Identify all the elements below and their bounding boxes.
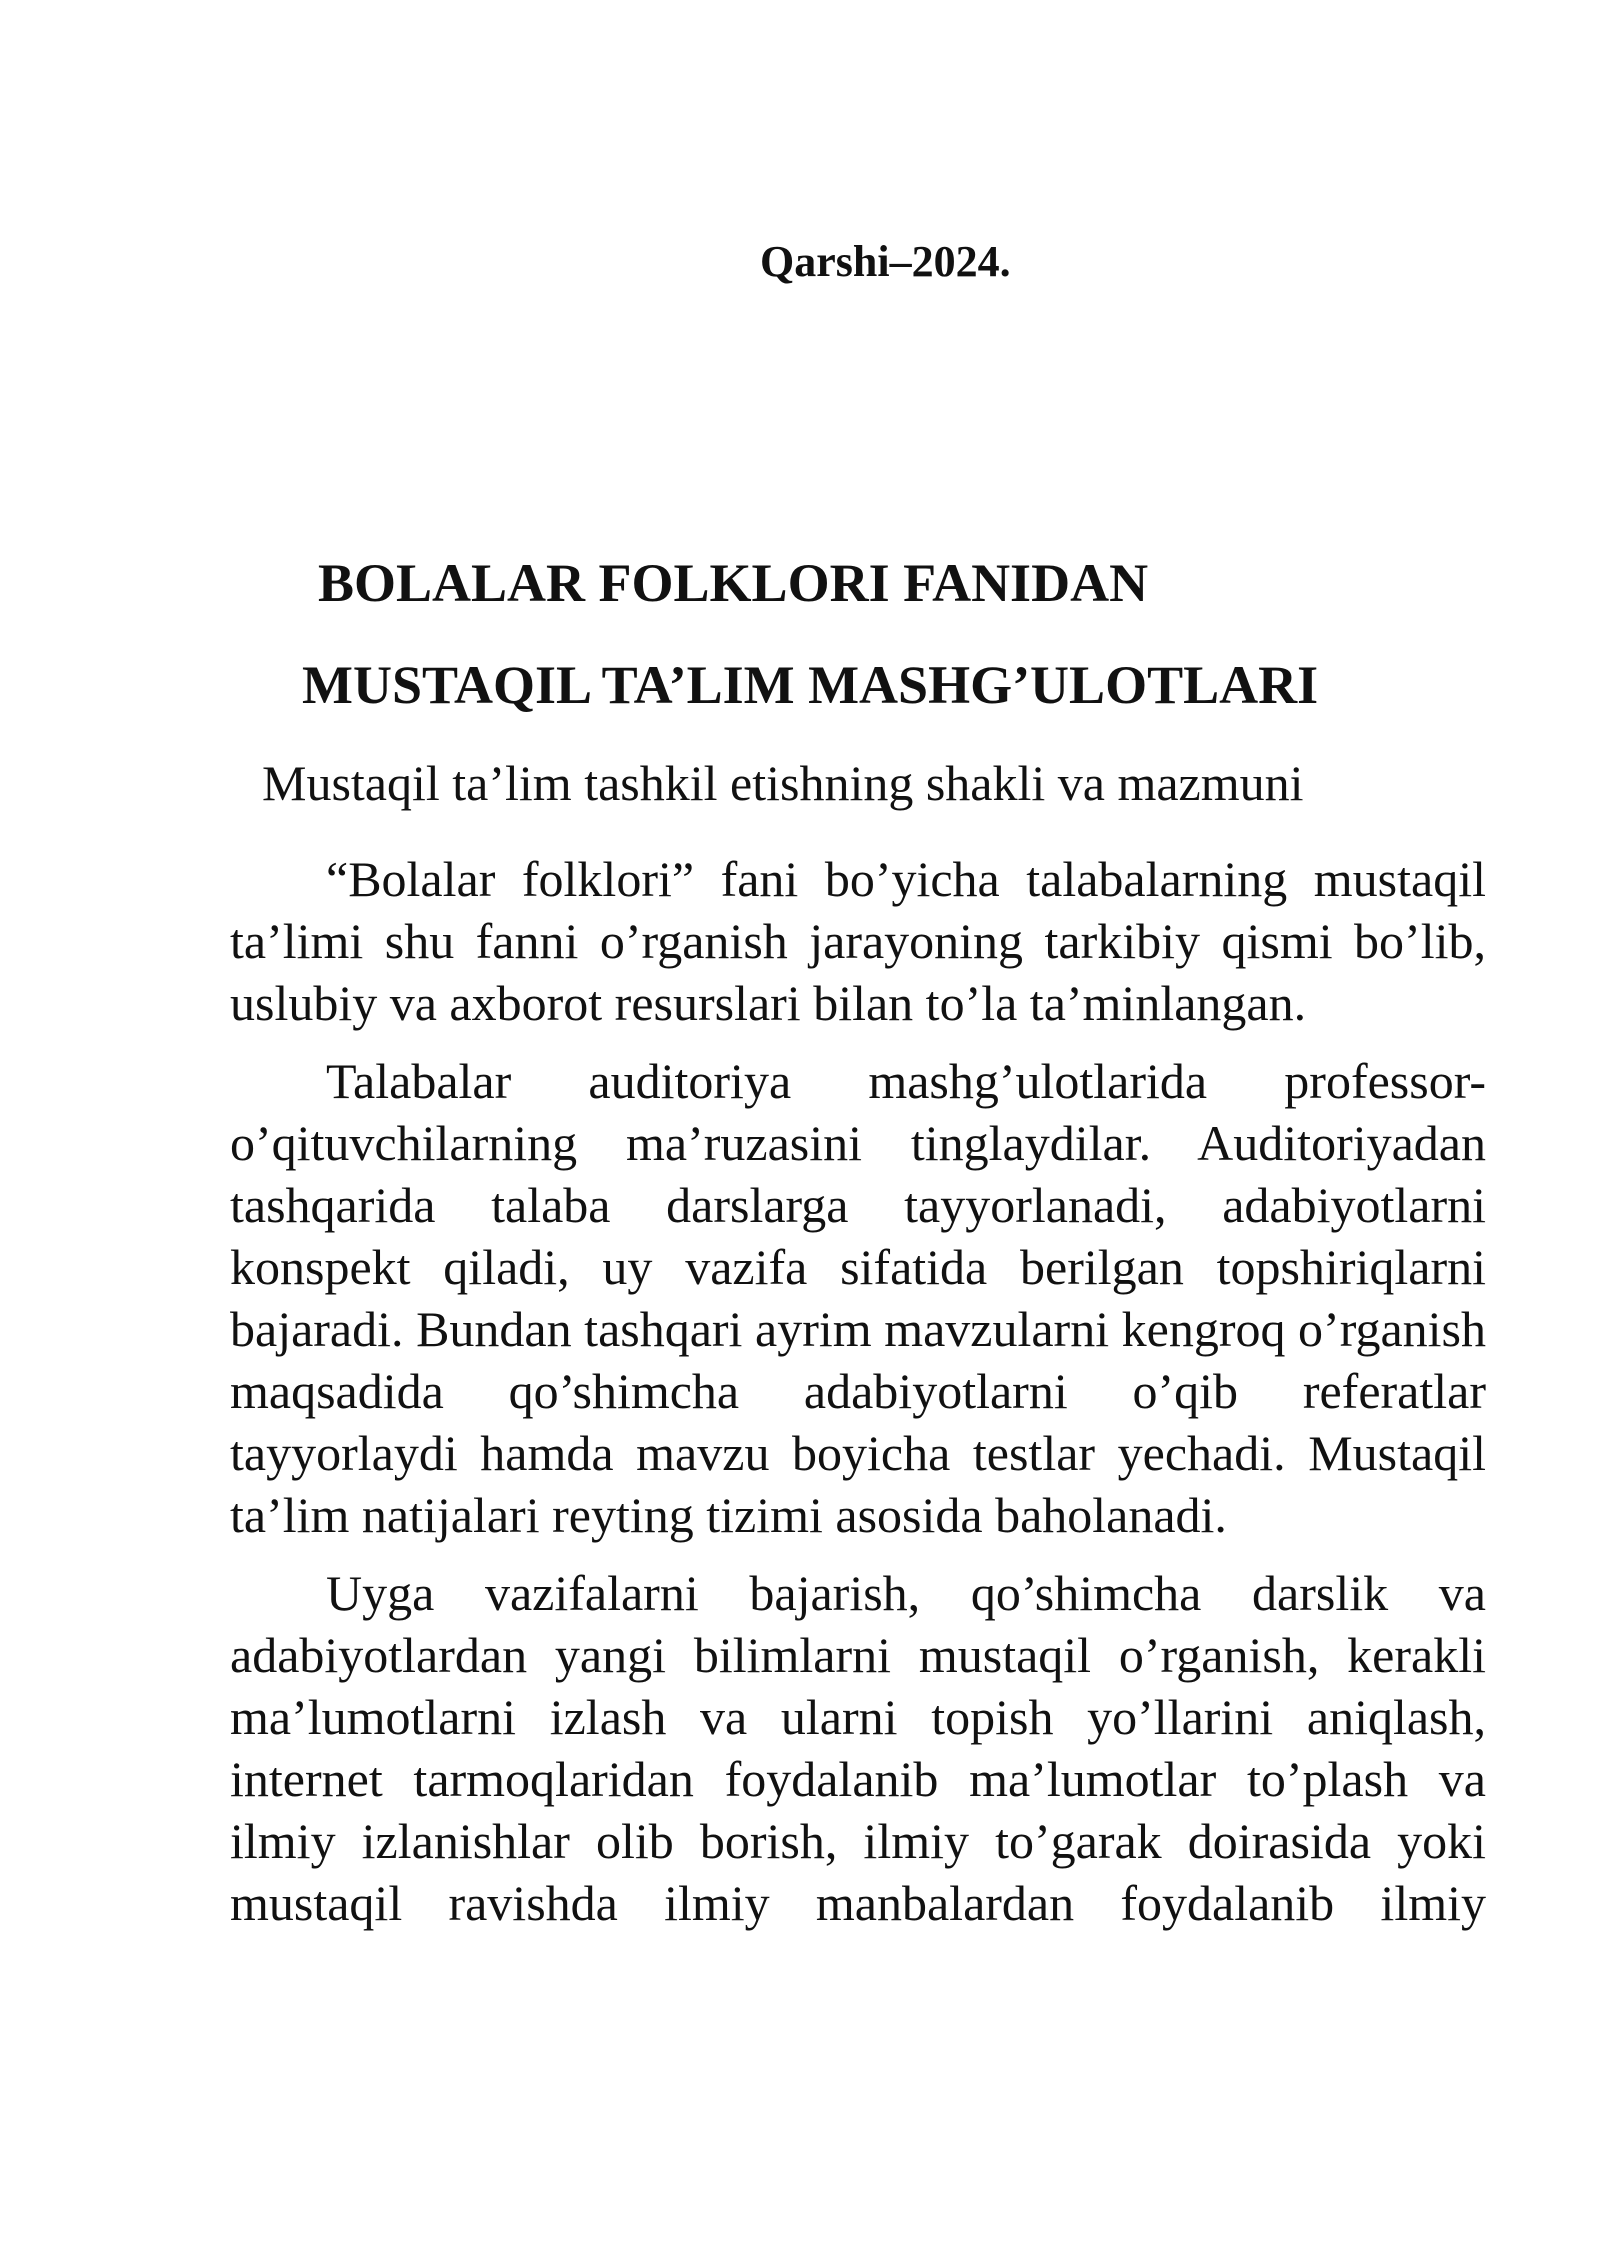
paragraph-3: Uyga vazifalarni bajarish, qo’shimcha darslik va adabiyotlardan yangi bilimlarni mustaqil o’rganish, kerakli ma’lumotlarni izlash va ularni topish yo’llarini aniqlash, internet tarmoqlaridan foydalanib ma’lumotlar to’plash va ilmiy izlanishlar olib borish, ilmiy to’garak doirasida yoki mustaqil ravishda ilmiy manbalardan foydalanib ilmiy [230, 1565, 1486, 1931]
place-year: Qarshi–2024. [760, 237, 1011, 286]
document-title-line-2: MUSTAQIL TA’LIM MASHG’ULOTLARI [302, 655, 1319, 715]
document-title-line-1: BOLALAR FOLKLORI FANIDAN [318, 553, 1149, 613]
paragraph-1: “Bolalar folklori” fani bo’yicha talabalarning mustaqil ta’limi shu fanni o’rganish jarayoning tarkibiy qismi bo’lib, uslubiy va axborot resurslari bilan to’la ta’minlangan. [230, 851, 1486, 1031]
body-text [230, 848, 1486, 1950]
paragraph-2: Talabalar auditoriya mashg’ulotlarida professor-o’qituvchilarning ma’ruzasini tinglaydilar. Auditoriyadan tashqarida talaba darslarga tayyorlanadi, adabiyotlarni konspekt qiladi, uy vazifa sifatida berilgan topshiriqlarni bajaradi. Bundan tashqari ayrim mavzularni kengroq o’rganish maqsadida qo’shimcha adabiyotlarni o’qib referatlar tayyorlaydi hamda mavzu boyicha testlar yechadi. Mustaqil ta’lim natijalari reyting tizimi asosida baholanadi. [230, 1053, 1486, 1543]
section-subtitle: Mustaqil ta’lim tashkil etishning shakli va mazmuni [262, 755, 1304, 811]
